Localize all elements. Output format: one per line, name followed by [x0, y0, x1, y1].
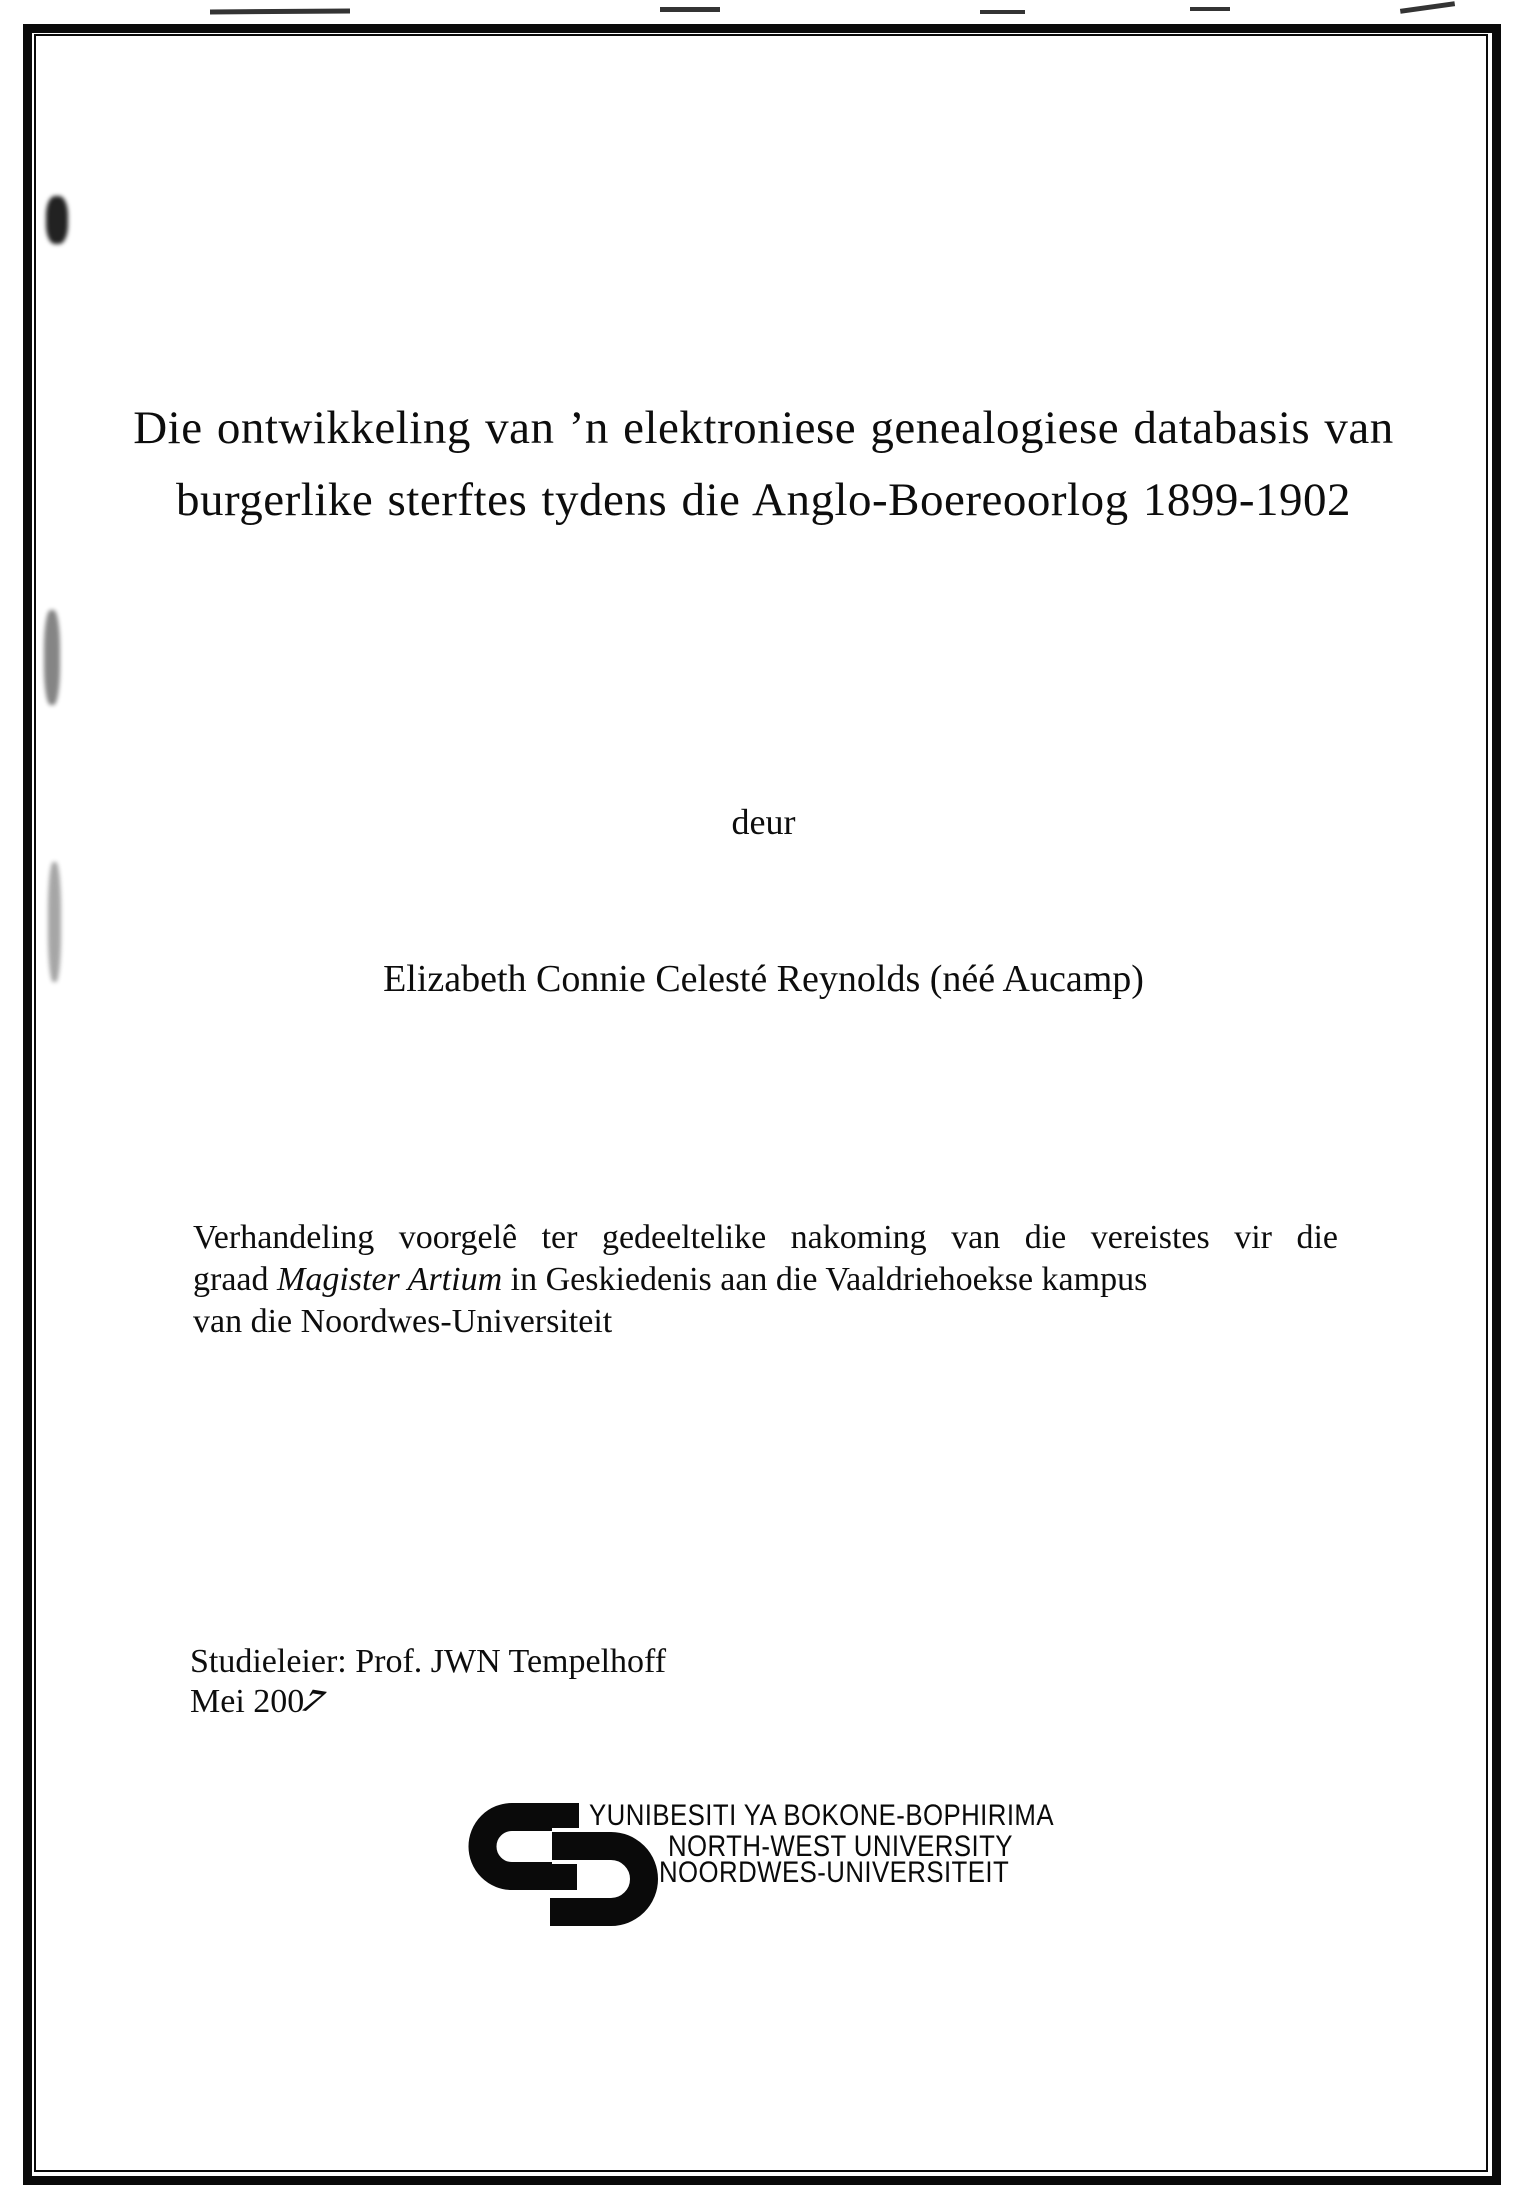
page-border-inner [34, 34, 1488, 2172]
logo-text-afrikaans: NOORDWES-UNIVERSITEIT [659, 1856, 1010, 1889]
supervisor-block [190, 1642, 666, 1722]
degree-statement-line3: van die Noordwes-Universiteit [193, 1303, 613, 1340]
date-seven-glyph: 7 [294, 1683, 332, 1720]
logo-text-setswana: YUNIBESITI YA BOKONE-BOPHIRIMA [589, 1799, 1054, 1832]
date-line [190, 1682, 666, 1722]
degree-statement-line2-pre: graad [193, 1261, 278, 1298]
degree-statement [193, 1217, 1338, 1343]
scan-artifact [980, 10, 1025, 14]
scan-artifact [1190, 7, 1230, 11]
byline-deur: deur [731, 802, 796, 842]
degree-name-italic: Magister Artium [277, 1261, 503, 1298]
scan-smudge [46, 196, 68, 244]
thesis-title-line2: burgerlike sterftes tydens die Anglo-Boereoorlog 1899-1902 [175, 474, 1352, 526]
scan-artifact [210, 9, 350, 15]
scan-artifact [1400, 1, 1455, 14]
supervisor-line: Studieleier: Prof. JWN Tempelhoff [190, 1643, 667, 1680]
degree-statement-line2 [193, 1259, 1338, 1301]
degree-statement-line1: Verhandeling voorgelê ter gedeeltelike nakoming van die vereistes vir die [193, 1219, 1338, 1256]
scan-artifact [660, 7, 720, 12]
date-prefix: Mei 200 [190, 1683, 305, 1720]
logo-text-english: NORTH-WEST UNIVERSITY [668, 1830, 1013, 1863]
thesis-title-line1: Die ontwikkeling van ’n elektroniese genealogiese databasis van [133, 402, 1394, 454]
degree-statement-line2-post: in Geskiedenis aan die Vaaldriehoekse kampus [502, 1261, 1148, 1298]
thesis-title [0, 392, 1527, 536]
author-name: Elizabeth Connie Celesté Reynolds (néé Aucamp) [383, 958, 1144, 1000]
scan-smudge [44, 610, 60, 705]
